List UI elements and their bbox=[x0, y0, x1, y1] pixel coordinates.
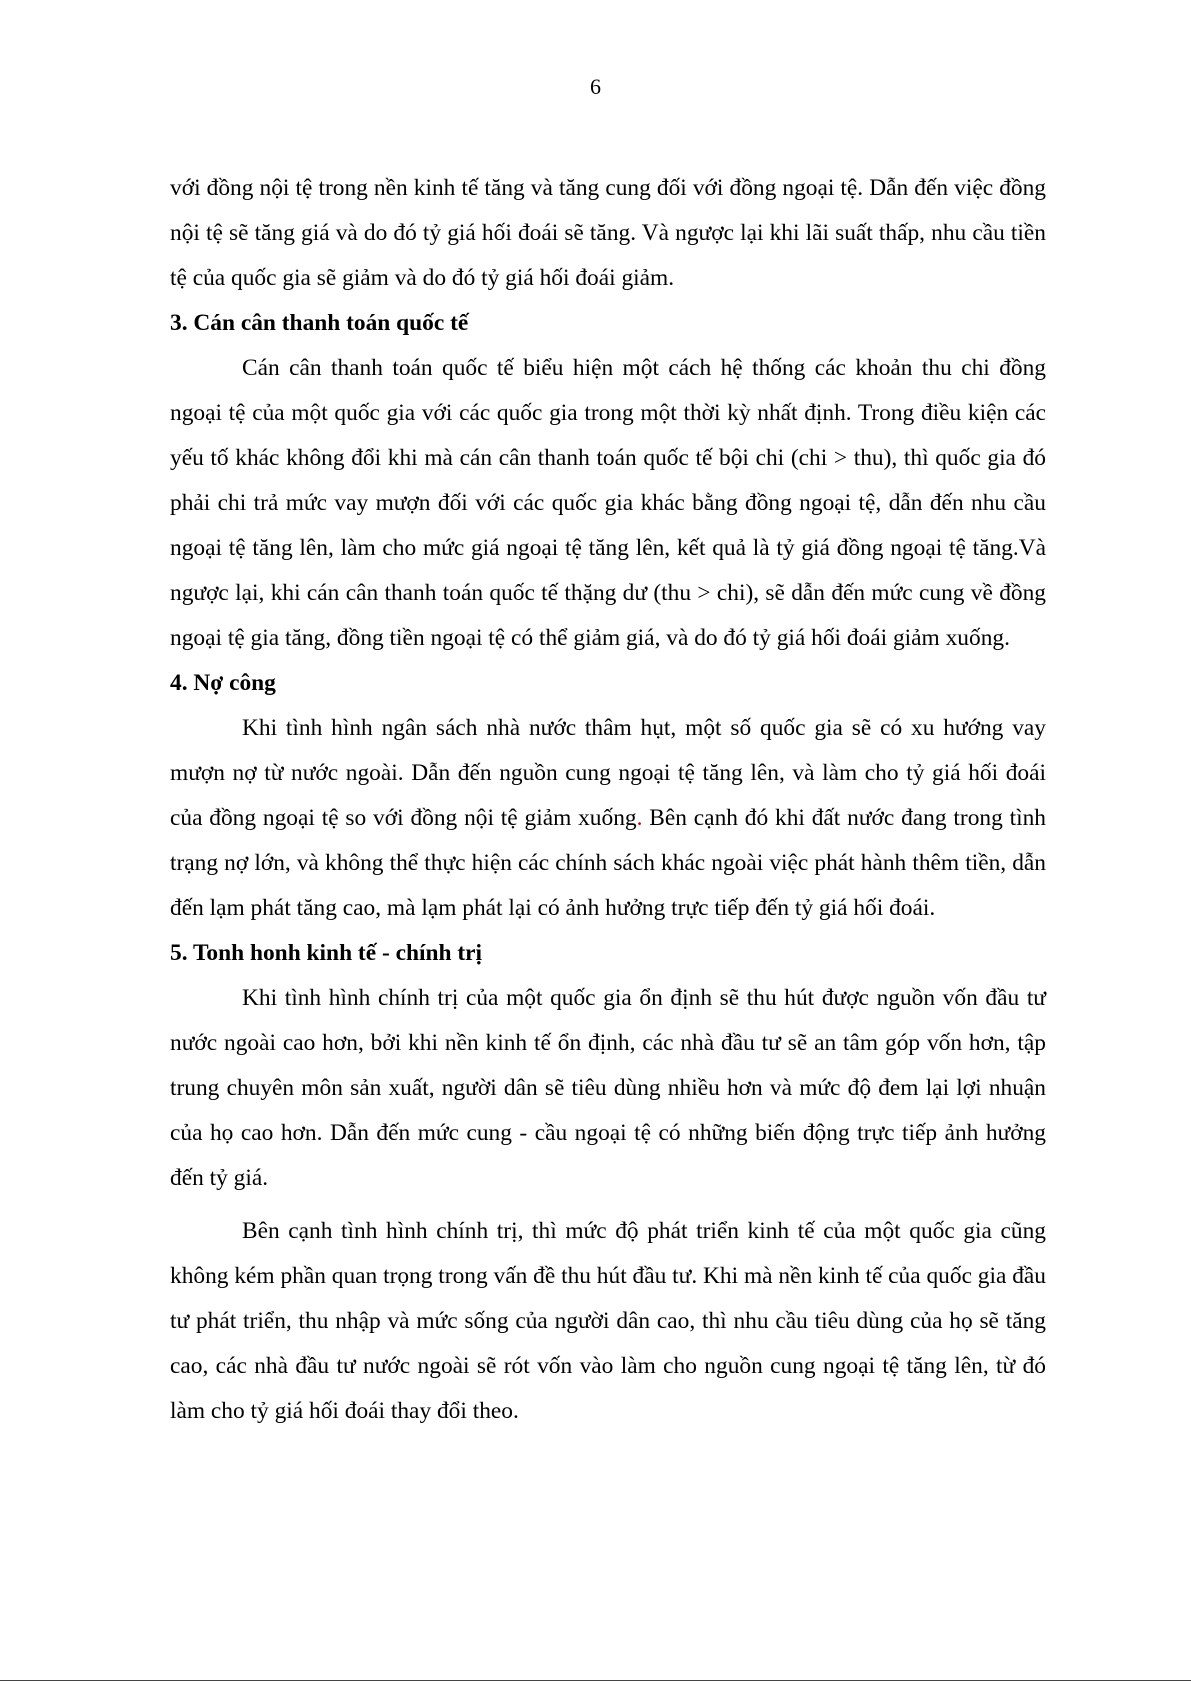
section-5-heading: 5. Tonh honh kinh tế - chính trị bbox=[170, 940, 483, 966]
section-4-text-part1: Khi tình hình ngân sách nhà nước thâm hụt, một số quốc gia sẽ có xu hướng vay mượn nợ từ nước ngoài. Dẫn đến nguồn cung ngoại tệ tăng lên, và làm cho tỷ giá hối đoái của đồng ngoại tệ so với đồng nội tệ giảm xuống bbox=[170, 715, 1046, 831]
page-number: 6 bbox=[590, 74, 601, 99]
section-5-paragraph-1: Khi tình hình chính trị của một quốc gia ổn định sẽ thu hút được nguồn vốn đầu tư nước ngoài cao hơn, bởi khi nền kinh tế ổn định, các nhà đầu tư sẽ an tâm góp vốn hơn, tập trung chuyên môn sản xuất, người dân sẽ tiêu dùng nhiều hơn và mức độ đem lại lợi nhuận của họ cao hơn. Dẫn đến mức cung - cầu ngoại tệ có những biến động trực tiếp ảnh hưởng đến tỷ giá. bbox=[170, 985, 1046, 1191]
section-4-paragraph bbox=[170, 706, 1046, 931]
page-bottom-edge bbox=[0, 1680, 1191, 1681]
section-4-red-period: . bbox=[636, 805, 643, 831]
intro-paragraph: với đồng nội tệ trong nền kinh tế tăng và tăng cung đối với đồng ngoại tệ. Dẫn đến việc đồng nội tệ sẽ tăng giá và do đó tỷ giá hối đoái sẽ tăng. Và ngược lại khi lãi suất thấp, nhu cầu tiền tệ của quốc gia sẽ giảm và do đó tỷ giá hối đoái giảm. bbox=[170, 175, 1046, 291]
section-3-paragraph: Cán cân thanh toán quốc tế biểu hiện một cách hệ thống các khoản thu chi đồng ngoại tệ của một quốc gia với các quốc gia trong một thời kỳ nhất định. Trong điều kiện các yếu tố khác không đổi khi mà cán cân thanh toán quốc tế bội chi (chi > thu), thì quốc gia đó phải chi trả mức vay mượn đối với các quốc gia khác bằng đồng ngoại tệ, dẫn đến nhu cầu ngoại tệ tăng lên, làm cho mức giá ngoại tệ tăng lên, kết quả là tỷ giá đồng ngoại tệ tăng.Và ngược lại, khi cán cân thanh toán quốc tế thặng dư (thu > chi), sẽ dẫn đến mức cung về đồng ngoại tệ gia tăng, đồng tiền ngoại tệ có thể giảm giá, và do đó tỷ giá hối đoái giảm xuống. bbox=[170, 355, 1046, 651]
section-4-text-part2: Bên cạnh đó khi đất nước đang trong tình trạng nợ lớn, và không thể thực hiện các chính sách khác ngoài việc phát hành thêm tiền, dẫn đến lạm phát tăng cao, mà lạm phát lại có ảnh hưởng trực tiếp đến tỷ giá hối đoái. bbox=[170, 805, 1046, 921]
section-4-heading: 4. Nợ công bbox=[170, 670, 276, 696]
section-3-heading: 3. Cán cân thanh toán quốc tế bbox=[170, 310, 469, 336]
paragraph-spacer bbox=[170, 1201, 1046, 1209]
document-body bbox=[170, 166, 1046, 1434]
section-5-paragraph-2: Bên cạnh tình hình chính trị, thì mức độ phát triển kinh tế của một quốc gia cũng không kém phần quan trọng trong vấn đề thu hút đầu tư. Khi mà nền kinh tế của quốc gia đầu tư phát triển, thu nhập và mức sống của người dân cao, thì nhu cầu tiêu dùng của họ sẽ tăng cao, các nhà đầu tư nước ngoài sẽ rót vốn vào làm cho nguồn cung ngoại tệ tăng lên, từ đó làm cho tỷ giá hối đoái thay đổi theo. bbox=[170, 1218, 1046, 1424]
